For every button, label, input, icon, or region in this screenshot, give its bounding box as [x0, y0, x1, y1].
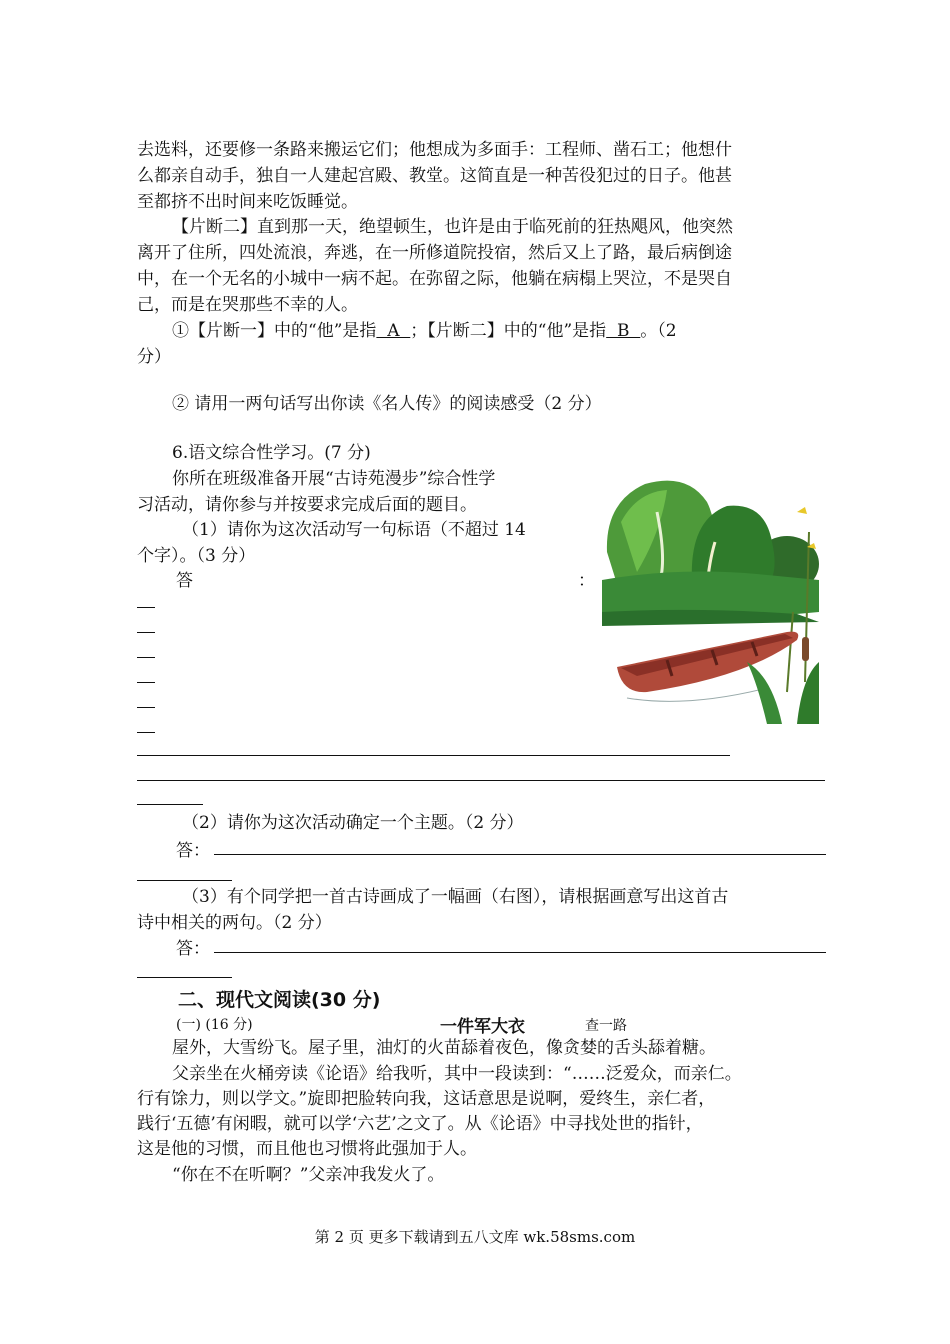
- fragment2-line1: 【片断二】直到那一天，绝望顿生，也许是由于临死前的狂热飓风，他突然: [172, 217, 733, 237]
- question-6-part1-line1: （1）请你为这次活动写一句标语（不超过 14: [182, 520, 526, 540]
- answer-line[interactable]: [137, 607, 155, 608]
- question-6-part1-line2: 个字）。（3 分）: [137, 546, 256, 566]
- answer-label: 答: [176, 571, 193, 591]
- question-6-part3-line1: （3）有个同学把一首古诗画成了一幅画（右图），请根据画意写出这首古: [182, 887, 729, 907]
- article-para1: 屋外，大雪纷飞。屋子里，油灯的火苗舔着夜色，像贪婪的舌头舔着糖。: [172, 1038, 716, 1058]
- question-1-prefix: ①【片断一】中的“他”是指: [172, 321, 377, 341]
- fragment1-line2: 么都亲自动手，独自一人建起宫殿、教堂。这简直是一种苦役犯过的日子。他甚: [137, 166, 732, 186]
- blank-a: A: [376, 321, 411, 341]
- section-sub-label: (一) (16 分): [176, 1017, 253, 1033]
- answer-line[interactable]: [137, 657, 155, 658]
- fragment1-line3: 至都挤不出时间来吃饭睡觉。: [137, 192, 358, 212]
- question-6-part3-line2: 诗中相关的两句。（2 分）: [137, 913, 332, 933]
- article-title: 一件军大衣: [440, 1017, 525, 1037]
- question-1-suffix: 。（2: [640, 321, 677, 341]
- boat-willow-illustration: [597, 462, 819, 724]
- fragment1-line1: 去选料，还要修一条路来搬运它们；他想成为多面手：工程师、凿石工；他想什: [137, 140, 732, 160]
- blank-b: B: [606, 321, 641, 341]
- question-6-intro-line2: 习活动，请你参与并按要求完成后面的题目。: [137, 495, 477, 515]
- article-para2-line2: 行有馀力，则以学文。”旋即把脸转向我，这话意思是说啊，爱终生，亲仁者，: [137, 1089, 716, 1109]
- answer-colon: ：: [578, 571, 595, 591]
- part2-answer-label: 答：: [176, 841, 210, 861]
- part2-answer-line[interactable]: [214, 854, 826, 855]
- answer-line[interactable]: [137, 732, 155, 733]
- question-6-intro-line1: 你所在班级准备开展“古诗苑漫步”综合性学: [172, 469, 496, 489]
- question-1: [172, 318, 677, 344]
- answer-line[interactable]: [137, 780, 825, 781]
- part2-answer-line[interactable]: [137, 880, 232, 881]
- question-1-mid: ；【片断二】中的“他”是指: [410, 321, 607, 341]
- part3-answer-line[interactable]: [214, 952, 826, 953]
- answer-line[interactable]: [137, 682, 155, 683]
- part3-answer-line[interactable]: [137, 977, 232, 978]
- article-para3: “你在不在听啊？”父亲冲我发火了。: [172, 1165, 445, 1185]
- answer-line[interactable]: [137, 707, 155, 708]
- article-para2-line3: 践行‘五德’有闲暇，就可以学‘六艺’之文了。从《论语》中寻找处世的指针，: [137, 1114, 703, 1134]
- question-6-title: 6.语文综合性学习。(7 分): [172, 443, 371, 463]
- fragment2-line2: 离开了住所，四处流浪，奔逃，在一所修道院投宿，然后又上了路，最后病倒途: [137, 243, 732, 263]
- question-1-line2: 分）: [137, 347, 171, 367]
- article-para2-line4: 这是他的习惯，而且他也习惯将此强加于人。: [137, 1139, 477, 1159]
- article-para2-line1: 父亲坐在火桶旁读《论语》给我听，其中一段读到：“……泛爱众，而亲仁。: [172, 1064, 742, 1084]
- question-2: ② 请用一两句话写出你读《名人传》的阅读感受（2 分）: [172, 394, 602, 414]
- answer-line[interactable]: [137, 755, 730, 756]
- fragment2-line3: 中，在一个无名的小城中一病不起。在弥留之际，他躺在病榻上哭泣，不是哭自: [137, 269, 732, 289]
- answer-line[interactable]: [137, 632, 155, 633]
- answer-line[interactable]: [137, 804, 203, 805]
- question-6-part2: （2）请你为这次活动确定一个主题。（2 分）: [182, 813, 524, 833]
- article-author: 查一路: [585, 1018, 627, 1034]
- page-footer: 第 2 页 更多下载请到五八文库 wk.58sms.com: [314, 1228, 636, 1246]
- section-heading: 二、现代文阅读(30 分): [178, 989, 381, 1011]
- part3-answer-label: 答：: [176, 939, 210, 959]
- fragment2-line4: 己，而是在哭那些不幸的人。: [137, 295, 358, 315]
